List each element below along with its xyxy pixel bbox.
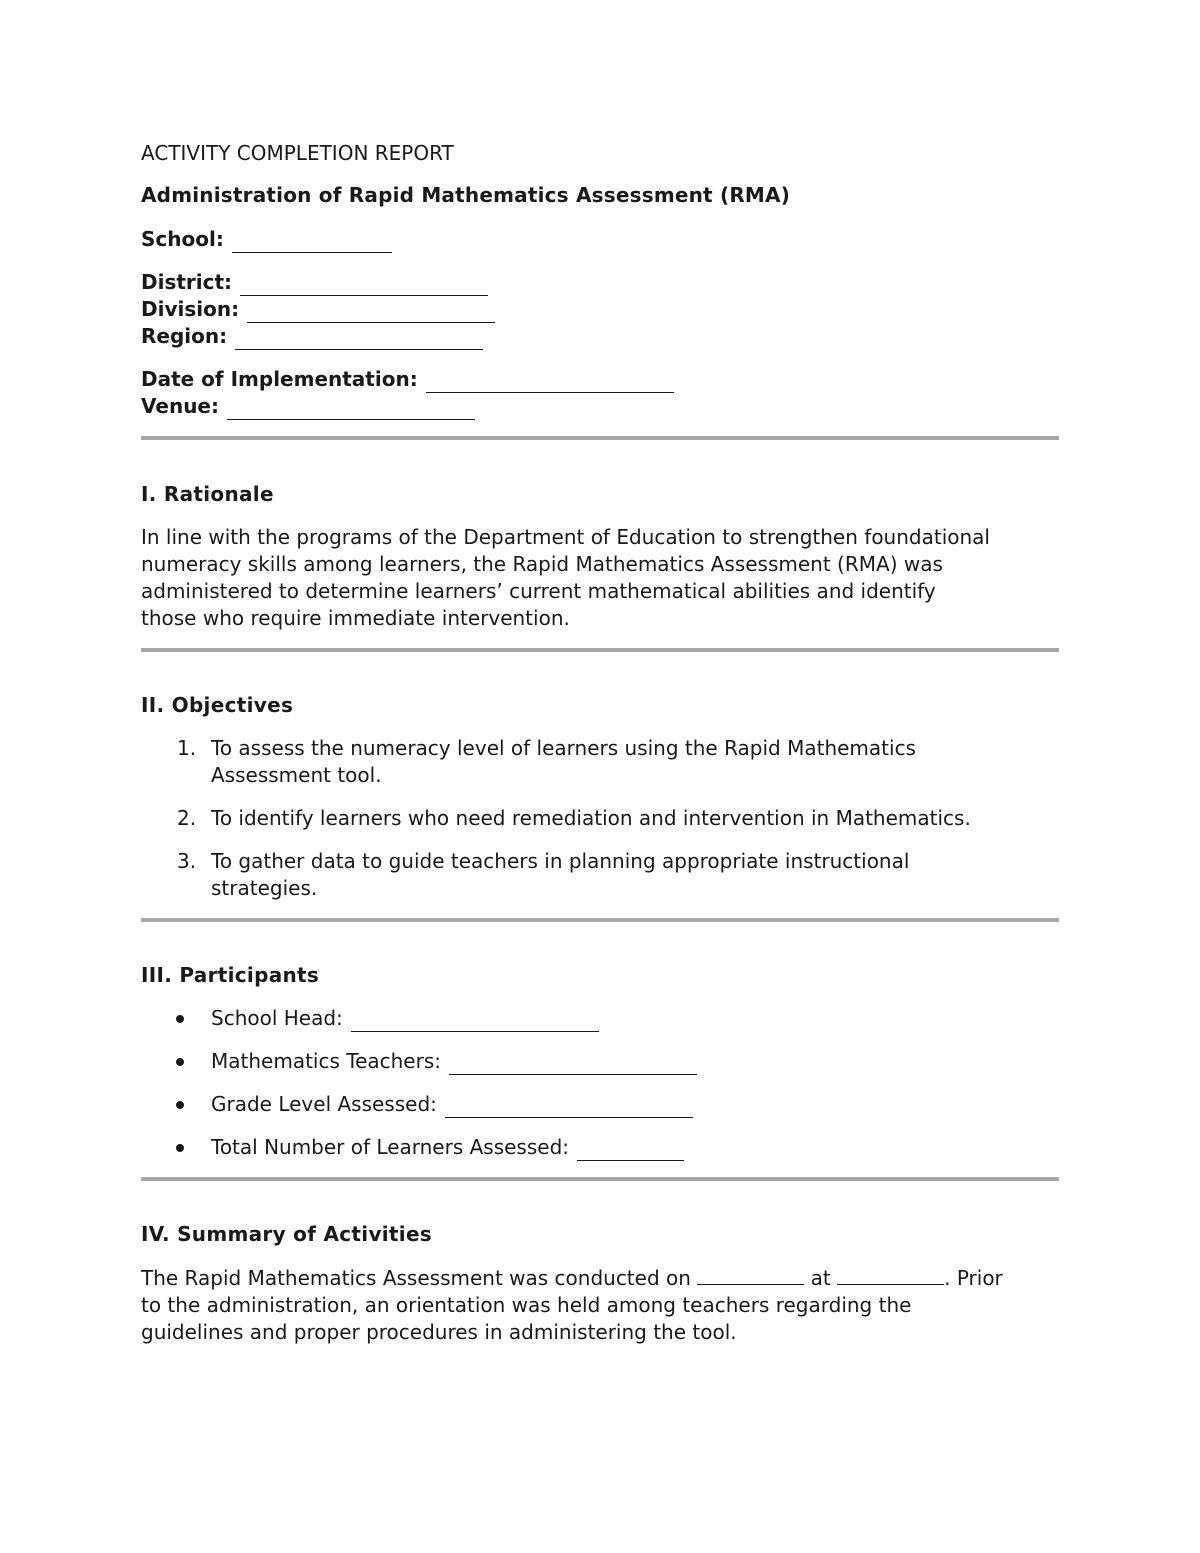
summary-paragraph [141, 1264, 1059, 1346]
school-label: School: [141, 227, 224, 251]
document-page [141, 138, 1059, 1346]
date-label: Date of Implementation: [141, 367, 418, 391]
district-blank[interactable] [240, 275, 488, 296]
rationale-line: administered to determine learners’ current mathematical abilities and identify [141, 579, 936, 603]
venue-field [141, 393, 1059, 420]
school-field [141, 226, 1059, 253]
report-subtitle: Administration of Rapid Mathematics Assessment (RMA) [141, 183, 791, 207]
district-field [141, 269, 1059, 296]
rationale-line: numeracy skills among learners, the Rapid Mathematics Assessment (RMA) was [141, 552, 943, 576]
participants-heading: III. Participants [141, 963, 320, 987]
bullet-icon [141, 1134, 211, 1161]
objective-text: To identify learners who need remediation and intervention in Mathematics. [211, 806, 971, 830]
objective-number: 1. [177, 736, 197, 760]
school-blank[interactable] [232, 232, 392, 253]
math-teachers-blank[interactable] [449, 1054, 697, 1075]
participants-list [141, 1005, 1059, 1161]
region-blank[interactable] [235, 329, 483, 350]
participant-item [141, 1048, 1059, 1075]
bullet-icon [141, 1091, 211, 1118]
summary-text: . Prior [944, 1266, 1003, 1290]
participant-item [141, 1005, 1059, 1032]
objective-text: strategies. [211, 876, 318, 900]
bullet-icon [141, 1005, 211, 1032]
objective-text: To gather data to guide teachers in planning appropriate instructional [211, 849, 910, 873]
rationale-heading: I. Rationale [141, 482, 274, 506]
total-learners-blank[interactable] [577, 1140, 684, 1161]
objectives-heading: II. Objectives [141, 693, 294, 717]
summary-line: to the administration, an orientation was held among teachers regarding the [141, 1293, 912, 1317]
date-blank[interactable] [426, 372, 674, 393]
school-head-blank[interactable] [351, 1011, 599, 1032]
objective-item [141, 735, 1059, 789]
section-divider [141, 648, 1059, 652]
section-divider [141, 918, 1059, 922]
section-divider [141, 436, 1059, 440]
conducted-date-blank[interactable] [697, 1264, 804, 1285]
summary-heading: IV. Summary of Activities [141, 1222, 433, 1246]
venue-blank[interactable] [227, 399, 475, 420]
conducted-venue-blank[interactable] [837, 1264, 944, 1285]
objective-text: To assess the numeracy level of learners using the Rapid Mathematics [211, 736, 916, 760]
section-divider [141, 1177, 1059, 1181]
summary-line: guidelines and proper procedures in administering the tool. [141, 1320, 737, 1344]
region-field [141, 323, 1059, 350]
grade-level-blank[interactable] [445, 1097, 693, 1118]
objective-number: 3. [177, 849, 197, 873]
participant-label: School Head: [211, 1006, 343, 1030]
summary-text: The Rapid Mathematics Assessment was conducted on [141, 1266, 691, 1290]
rationale-line: In line with the programs of the Department of Education to strengthen foundational [141, 525, 990, 549]
participant-label: Mathematics Teachers: [211, 1049, 441, 1073]
venue-label: Venue: [141, 394, 219, 418]
participant-label: Total Number of Learners Assessed: [211, 1135, 570, 1159]
summary-line [141, 1264, 1059, 1292]
participant-label: Grade Level Assessed: [211, 1092, 437, 1116]
objective-item [141, 805, 1059, 832]
region-label: Region: [141, 324, 228, 348]
objective-text: Assessment tool. [211, 763, 382, 787]
objectives-list [141, 735, 1059, 902]
division-field [141, 296, 1059, 323]
date-field [141, 366, 1059, 393]
objective-number: 2. [177, 806, 197, 830]
rationale-paragraph [141, 524, 1059, 632]
rationale-line: those who require immediate intervention. [141, 606, 570, 630]
report-title: ACTIVITY COMPLETION REPORT [141, 141, 454, 165]
participant-item [141, 1091, 1059, 1118]
summary-text: at [810, 1266, 831, 1290]
division-blank[interactable] [247, 302, 495, 323]
participant-item [141, 1134, 1059, 1161]
division-label: Division: [141, 297, 240, 321]
district-label: District: [141, 270, 233, 294]
objective-item [141, 848, 1059, 902]
bullet-icon [141, 1048, 211, 1075]
